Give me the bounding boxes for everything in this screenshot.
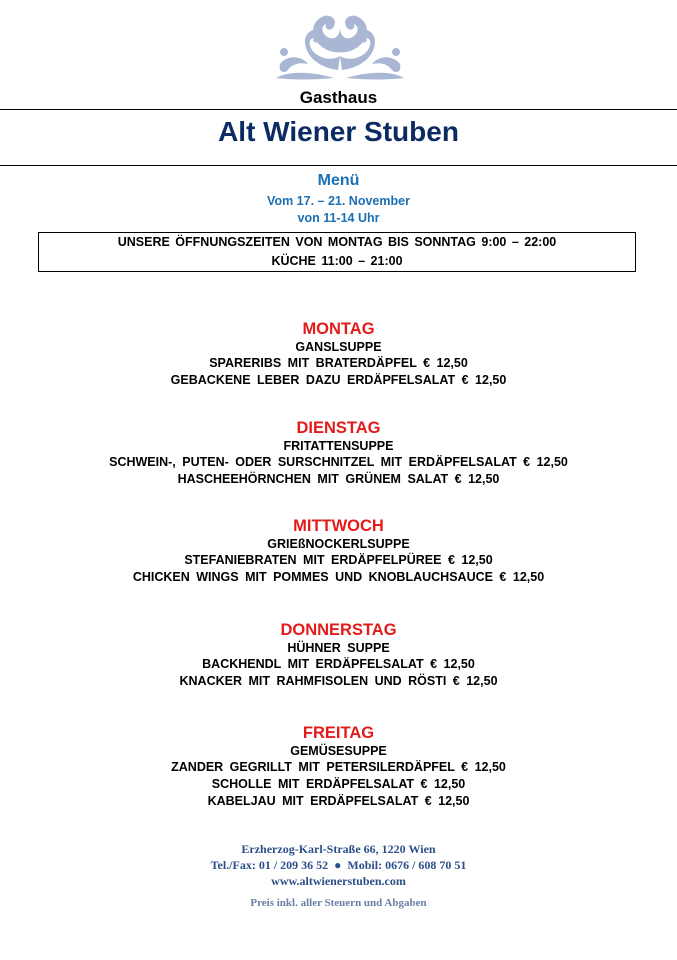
day-section-montag [0,319,677,389]
soup-item: HÜHNER SUPPE [287,641,390,655]
dish-item: KNACKER MIT RAHMFISOLEN UND RÖSTI € 12,50 [179,674,498,688]
dish-item: GEBACKENE LEBER DAZU ERDÄPFELSALAT € 12,50 [170,373,507,387]
day-section-freitag [0,723,677,810]
day-section-mittwoch [0,516,677,586]
divider-bottom [0,165,677,166]
dish-item: SCHOLLE MIT ERDÄPFELSALAT € 12,50 [211,777,466,791]
dish-item: BACKHENDL MIT ERDÄPFELSALAT € 12,50 [202,657,475,671]
dish-item: HASCHEEHÖRNCHEN MIT GRÜNEM SALAT € 12,50 [177,472,500,486]
soup-item: GRIEßNOCKERLSUPPE [267,537,410,551]
day-title: DIENSTAG [296,419,381,437]
divider-top [0,109,677,110]
footer [0,841,677,911]
baroque-ornament-icon [270,8,410,82]
address: Erzherzog-Karl-Straße 66, 1220 Wien [241,842,436,856]
menu-dates: Vom 17. – 21. November [267,194,410,208]
day-section-donnerstag [0,620,677,690]
tax-note: Preis inkl. aller Steuern und Abgaben [250,897,427,909]
opening-hours-box [38,232,636,272]
website-link[interactable]: www.altwienerstuben.com [271,874,406,888]
day-title: MITTWOCH [293,517,384,535]
kitchen-hours-line: KÜCHE 11:00 – 21:00 [271,254,403,268]
dish-item: SCHWEIN-, PUTEN- ODER SURSCHNITZEL MIT ERDÄPFELSALAT € 12,50 [109,455,568,469]
day-title: MONTAG [302,320,375,338]
opening-hours-line: UNSERE ÖFFNUNGSZEITEN VON MONTAG BIS SONNTAG 9:00 – 22:00 [117,235,557,249]
day-title: FREITAG [302,724,375,742]
day-title: DONNERSTAG [280,621,397,639]
phone-line: Tel./Fax: 01 / 209 36 52 ● Mobil: 0676 / 608 70 51 [210,858,467,872]
dish-item: ZANDER GEGRILLT MIT PETERSILERDÄPFEL € 12,50 [171,760,506,774]
restaurant-title: Alt Wiener Stuben [218,116,459,147]
dish-item: STEFANIEBRATEN MIT ERDÄPFELPÜREE € 12,50 [184,553,493,567]
menu-time: von 11-14 Uhr [297,211,380,225]
day-section-dienstag [0,418,677,488]
dish-item: CHICKEN WINGS MIT POMMES UND KNOBLAUCHSAUCE € 12,50 [132,570,545,584]
menu-label: Menü [317,172,360,189]
soup-item: GEMÜSESUPPE [290,744,387,758]
soup-item: FRITATTENSUPPE [283,439,394,453]
dish-item: KABELJAU MIT ERDÄPFELSALAT € 12,50 [207,794,470,808]
soup-item: GANSLSUPPE [295,340,382,354]
restaurant-subtitle: Gasthaus [299,88,378,107]
dish-item: SPARERIBS MIT BRATERDÄPFEL € 12,50 [209,356,468,370]
